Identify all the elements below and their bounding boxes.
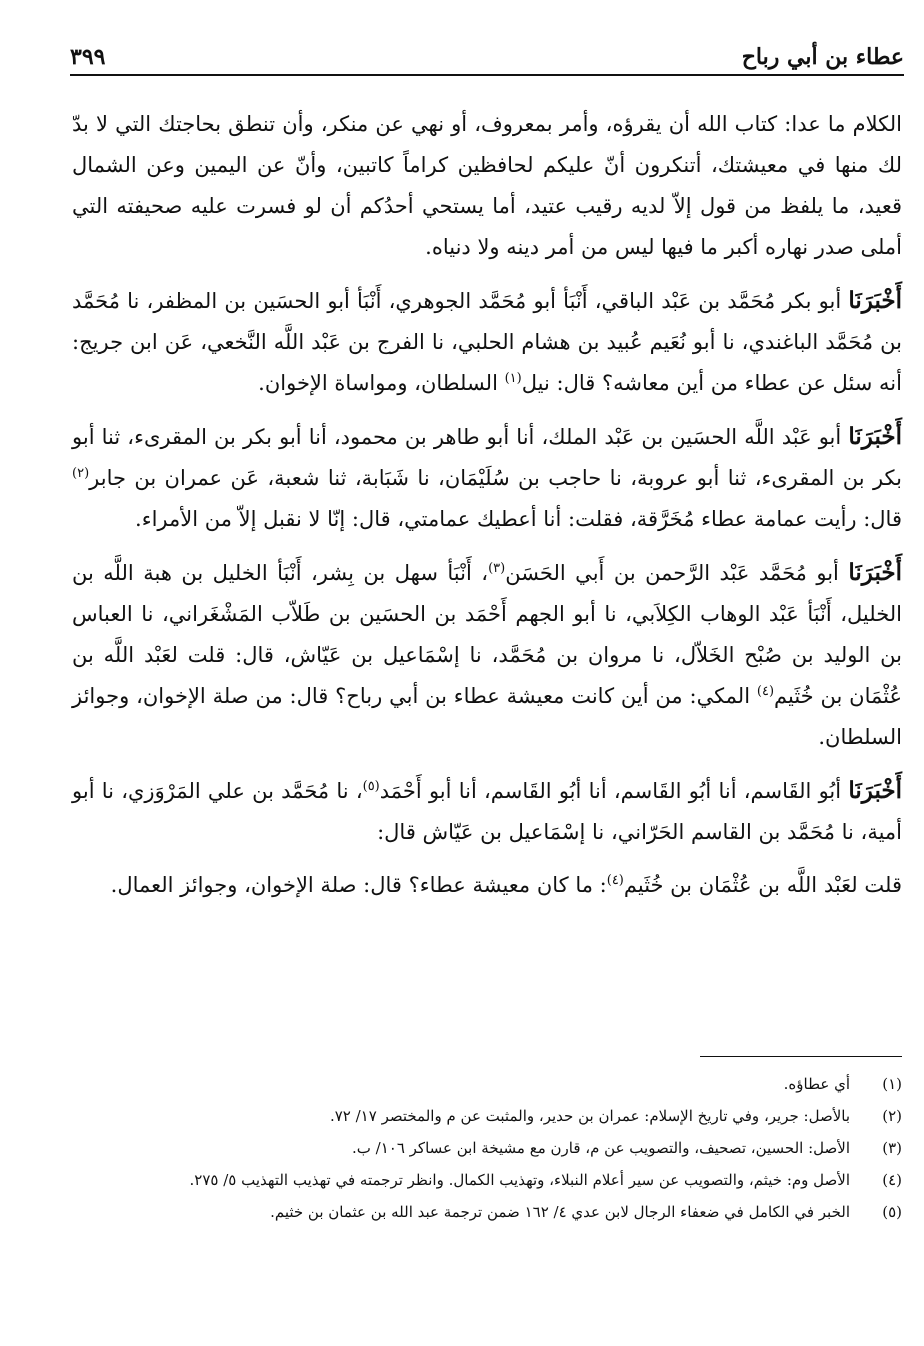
paragraph-text: السلطان، ومواساة الإخوان. [258,371,505,395]
footnote-number: (١) [882,1075,902,1093]
paragraph-text: أبو عَبْد اللَّه الحسَين بن عَبْد الملك، أنا أبو طاهر بن محمود، أنا أبو بكر بن المقرىء، ثنا أبو بكر بن المقرىء، ثنا أبو عروبة، نا حاجب بن سُلَيْمَان، نا شَبَابة، ثنا شعبة، عَن عمران بن جابر [72,425,902,490]
footnote-text: بالأصل: جرير، وفي تاريخ الإسلام: عمران بن حدير، والمثبت عن م والمختصر ١٧/ ٧٢. [329,1107,850,1125]
isnad-keyword: أَخْبَرَنَا [848,287,902,314]
footnote-text: الأصل: الحسين، تصحيف، والتصويب عن م، قارن مع مشيخة ابن عساكر ١٠٦/ ب. [352,1139,850,1157]
footnote-text: الخبر في الكامل في ضعفاء الرجال لابن عدي ٤/ ١٦٢ ضمن ترجمة عبد الله بن عثمان بن خثيم. [270,1203,850,1221]
paragraph-1 [72,104,902,268]
isnad-keyword: أَخْبَرَنَا [848,423,902,450]
paragraph-5 [72,770,902,853]
footnote-ref: (٢) [72,466,90,481]
footnote-number: (٥) [882,1203,902,1221]
paragraph-text: المكي: من أين كانت معيشة عطاء بن أبي رباح؟ قال: من صلة الإخوان، وجوائز السلطان. [72,684,902,749]
footnote-item [90,1134,902,1162]
footnote-separator [700,1056,902,1057]
footnote-number: (٢) [882,1107,902,1125]
paragraph-text: قلت لعَبْد اللَّه بن عُثْمَان بن خُثَيم [623,873,902,897]
header-rule [70,74,904,76]
paragraph-2 [72,280,902,404]
page-header [70,32,904,76]
paragraph-4 [72,552,902,758]
footnote-number: (٤) [882,1171,902,1189]
isnad-keyword: أَخْبَرَنَا [848,777,902,804]
paragraph-text: ، أَنْبَأ سهل بن بِشر، أَنْبَأ الخليل بن هبة اللَّه بن الخليل، أَنْبَأ عَبْد الوهاب الكِلاَبي، نا أبو الجهم أَحْمَد بن الحسَين بن طَلاّب المَشْغَراني، نا العباس بن الوليد بن صُبْح الخَلاّل، نا مروان بن مُحَمَّد، نا إسْمَاعيل بن عَيّاش، قال: قلت لعَبْد اللَّه بن عُثْمَان بن خُثَيم [72,561,903,708]
paragraph-text: أبُو القَاسم، أنا أبُو القَاسم، أنا أبُو القَاسم، أنا أبو أَحْمَد [379,779,849,803]
footnote-item [90,1198,902,1226]
footnote-item [90,1166,902,1194]
paragraph-6 [72,865,902,906]
footnote-ref: (٤) [756,684,775,699]
page-number: ٣٩٩ [70,44,106,70]
paragraph-text: : ما كان معيشة عطاء؟ قال: صلة الإخوان، وجوائز العمال. [110,873,607,897]
paragraph-3 [72,416,902,540]
main-text [72,104,902,918]
paragraph-text: قال: رأيت عمامة عطاء مُخَرَّقة، فقلت: أنا أعطيك عمامتي، قال: إنّا لا نقبل إلاّ من الأمراء. [135,507,902,531]
footnotes [90,1070,902,1230]
footnote-ref: (٣) [488,561,506,576]
paragraph-text: أبو مُحَمَّد عَبْد الرَّحمن بن أَبي الحَسَن [505,561,849,585]
isnad-keyword: أَخْبَرَنَا [848,559,903,586]
footnote-item [90,1070,902,1098]
paragraph-text: ، نا مُحَمَّد بن علي المَرْوَزي، نا أبو أمية، نا مُحَمَّد بن القاسم الحَرّاني، نا إسْمَاعيل بن عَيّاش قال: [72,779,902,844]
footnote-text: الأصل وم: خيثم، والتصويب عن سير أعلام النبلاء، وتهذيب الكمال. وانظر ترجمته في تهذيب التهذيب ٥/ ٢٧٥. [189,1171,850,1189]
footnote-ref: (١) [504,371,522,386]
running-title: عطاء بن أبي رباح [741,44,904,70]
footnote-number: (٣) [882,1139,902,1157]
paragraph-text: أبو بكر مُحَمَّد بن عَبْد الباقي، أَنْبَأ أبو مُحَمَّد الجوهري، أَنْبَأ أبو الحسَين بن المظفر، نا مُحَمَّد بن مُحَمَّد الباغندي، نا أبو نُعَيم عُبيد بن هشام الحلبي، نا الفرج بن عَبْد اللَّه النَّخعي، عَن ابن جريج: أنه سئل عن عطاء من أين معاشه؟ قال: نيل [72,289,902,395]
footnote-ref: (٤) [606,873,624,888]
paragraph-text: الكلام ما عدا: كتاب الله أن يقرؤه، وأمر بمعروف، أو نهي عن منكر، وأن تنطق بحاجتك التي لا بدّ لك منها في معيشتك، أتنكرون أنّ عليكم لحافظين كراماً كاتبين، وأنّ عن اليمين وعن الشمال قعيد، ما يلفظ من قول إلاّ لديه رقيب عتيد، أما يستحي أحدُكم أن لو فسرت عليه صحيفته التي أملى صدر نهاره أكبر ما فيها ليس من أمر دينه ولا دنياه. [72,112,902,259]
footnote-text: أي عطاؤه. [783,1075,850,1093]
footnote-item [90,1102,902,1130]
footnote-ref: (٥) [362,779,380,794]
